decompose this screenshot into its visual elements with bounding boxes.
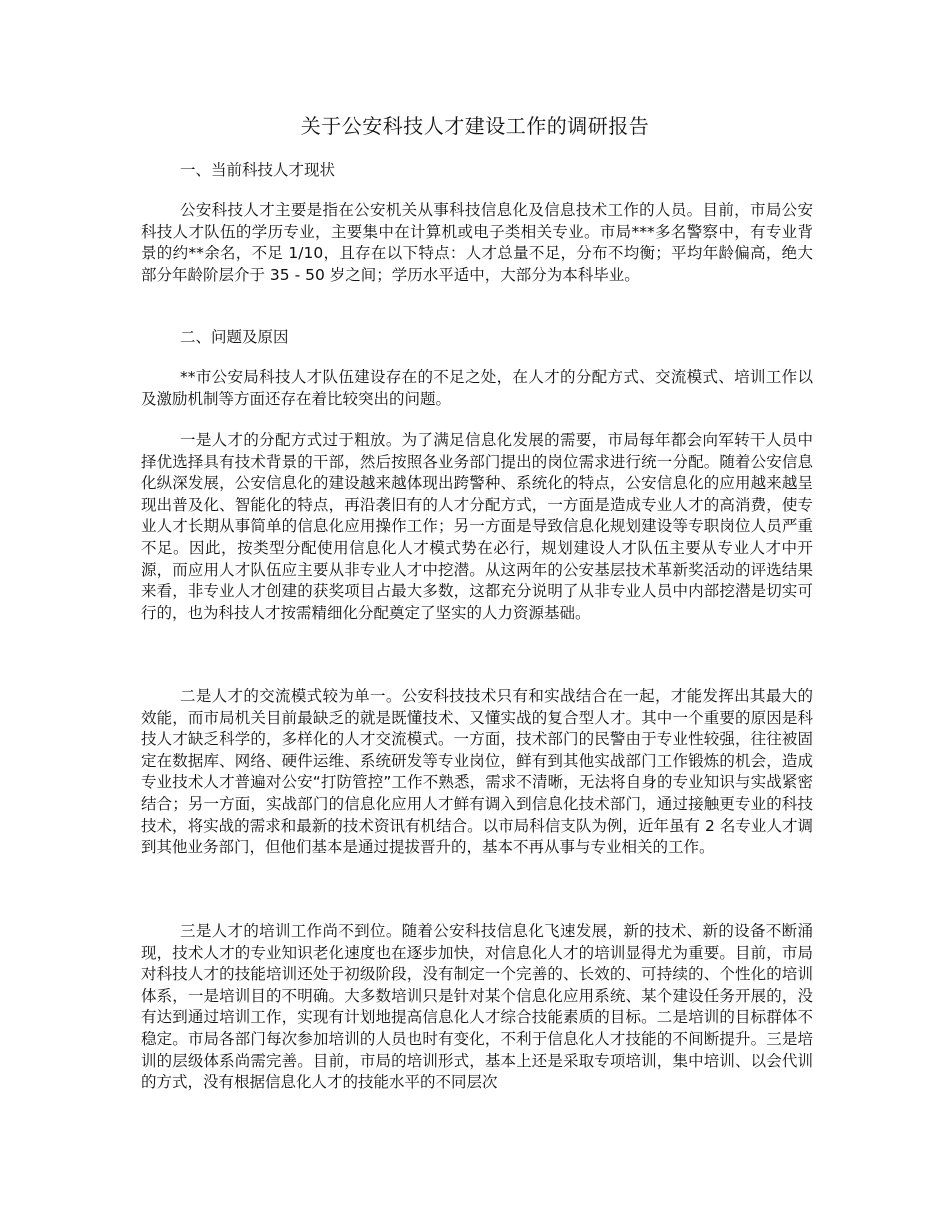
paragraph-exchange: 二是人才的交流模式较为单一。公安科技技术只有和实战结合在一起，才能发挥出其最大的效能，而市局机关目前最缺乏的就是既懂技术、又懂实战的复合型人才。其中一个重要的原因是科技人才缺乏科学的，多样化的人才交流模式。一方面，技术部门的民警由于专业性较强，往往被固定在数据库、网络、硬件运维、系统研发等专业岗位，鲜有到其他实战部门工作锻炼的机会，造成专业技术人才普遍对公安“打防管控”工作不熟悉，需求不清晰，无法将自身的专业知识与实战紧密结合；另一方面，实战部门的信息化应用人才鲜有调入到信息化技术部门，通过接触更专业的科技技术，将实战的需求和最新的技术资讯有机结合。以市局科信支队为例，近年虽有 2 名专业人才调到其他业务部门，但他们基本是通过提拔晋升的，基本不再从事与专业相关的工作。 bbox=[141, 687, 813, 857]
paragraph-current-status: 公安科技人才主要是指在公安机关从事科技信息化及信息技术工作的人员。目前，市局公安科技人才队伍的学历专业，主要集中在计算机或电子类相关专业。市局***多名警察中，有专业背景的约**余名，不足 1/10，且存在以下特点：人才总量不足，分布不均衡；平均年龄偏高，绝大部分年龄阶层介于 35 - 50 岁之间；学历水平适中，大部分为本科毕业。 bbox=[141, 201, 813, 284]
paragraph-allocation: 一是人才的分配方式过于粗放。为了满足信息化发展的需要，市局每年都会向军转干人员中择优选择具有技术背景的干部，然后按照各业务部门提出的岗位需求进行统一分配。随着公安信息化纵深发展，公安信息化的建设越来越体现出跨警种、系统化的特点，公安信息化的应用越来越呈现出普及化、智能化的特点，再沿袭旧有的人才分配方式，一方面是造成专业人才的高消费，使专业人才长期从事简单的信息化应用操作工作；另一方面是导致信息化规划建设等专职岗位人员严重不足。因此，按类型分配使用信息化人才模式势在必行，规划建设人才队伍主要从专业人才中开源，而应用人才队伍应主要从非专业人才中挖潜。从这两年的公安基层技术革新奖活动的评选结果来看，非专业人才创建的获奖项目占最大多数，这都充分说明了从非专业人员中内部挖潜是切实可行的，也为科技人才按需精细化分配奠定了坚实的人力资源基础。 bbox=[141, 431, 813, 622]
paragraph-problems-intro: **市公安局科技人才队伍建设存在的不足之处，在人才的分配方式、交流模式、培训工作以及激励机制等方面还存在着比较突出的问题。 bbox=[141, 368, 813, 408]
paragraph-training: 三是人才的培训工作尚不到位。随着公安科技信息化飞速发展，新的技术、新的设备不断涌现，技术人才的专业知识老化速度也在逐步加快，对信息化人才的培训显得尤为重要。目前，市局对科技人才的技能培训还处于初级阶段，没有制定一个完善的、长效的、可持续的、个性化的培训体系，一是培训目的不明确。大多数培训只是针对某个信息化应用系统、某个建设任务开展的，没有达到通过培训工作，实现有计划地提高信息化人才综合技能素质的目标。二是培训的目标群体不稳定。市局各部门每次参加培训的人员也时有变化，不利于信息化人才技能的不间断提升。三是培训的层级体系尚需完善。目前，市局的培训形式，基本上还是采取专项培训，集中培训、以会代训的方式，没有根据信息化人才的技能水平的不同层次 bbox=[141, 922, 813, 1092]
section-heading-problems: 二、问题及原因 bbox=[180, 328, 289, 346]
section-heading-current-status: 一、当前科技人才现状 bbox=[180, 161, 336, 179]
document-title: 关于公安科技人才建设工作的调研报告 bbox=[300, 114, 650, 138]
